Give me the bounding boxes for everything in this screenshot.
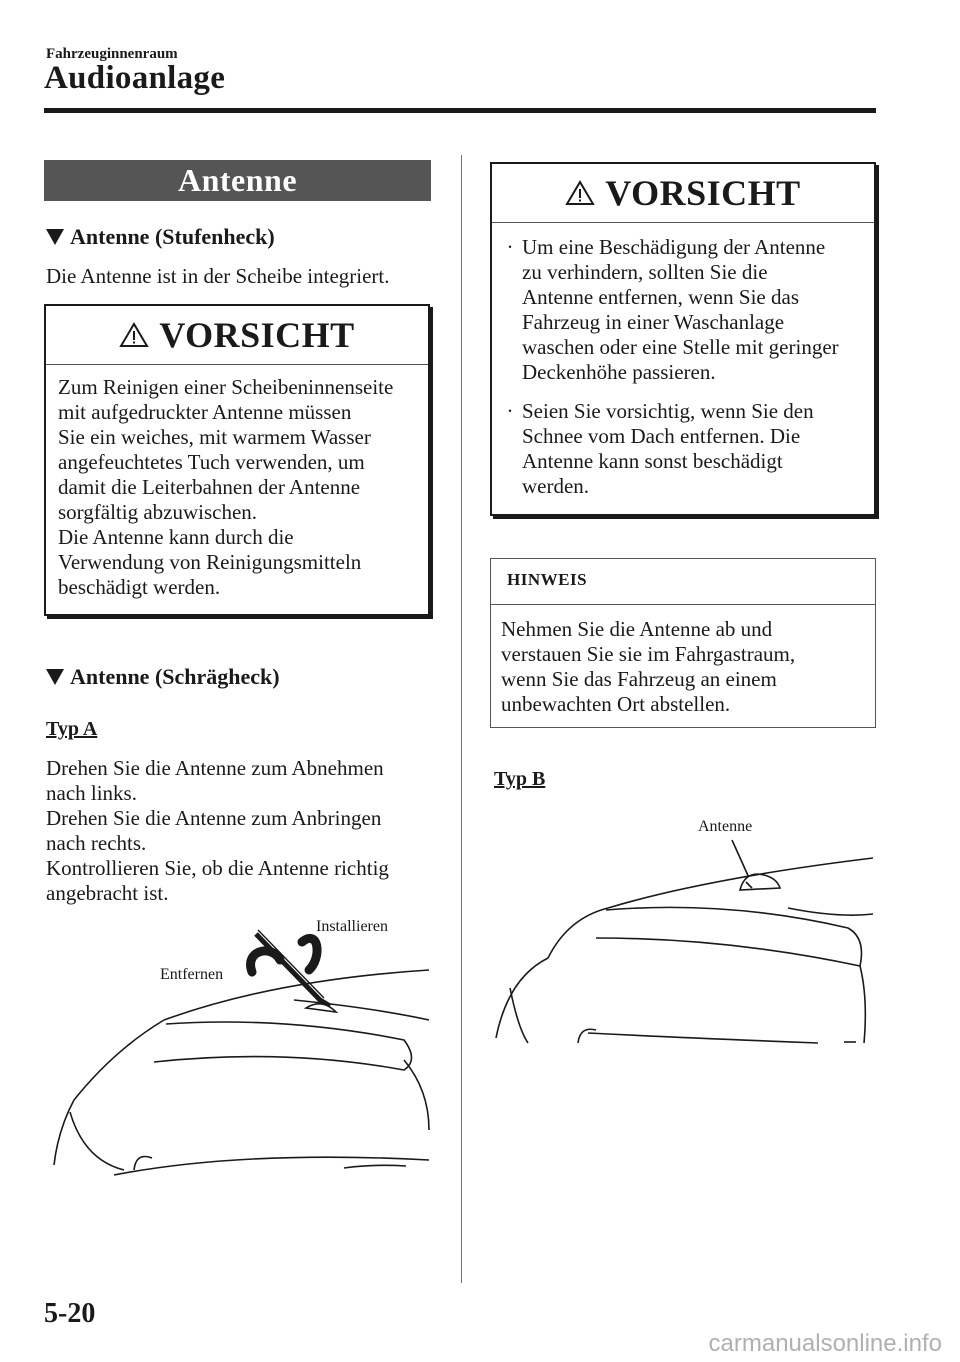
caution-box-right [490,162,876,516]
caution-line: sorgfältig abzuwischen. [58,500,258,524]
text-line: Schnee vom Dach entfernen. Die [522,424,801,448]
caution-line: Verwendung von Reinigungsmitteln [58,550,362,574]
section-title: Audioanlage [44,60,226,96]
text-line: nach links. [46,781,137,805]
caution-body [492,223,874,521]
triangle-marker-icon [46,229,64,245]
stufenheck-text: Die Antenne ist in der Scheibe integriert. [46,264,390,288]
heading-schraegheck-text: Antenne (Schrägheck) [70,664,280,689]
figure-b-car-rear [488,838,878,1053]
text-line: Antenne entfernen, wenn Sie das [522,285,799,309]
text-line: unbewachten Ort abstellen. [501,692,731,716]
text-line: Antenne kann sonst beschädigt [522,449,783,473]
caution-line: damit die Leiterbahnen der Antenne [58,475,361,499]
schraegheck-text [46,756,389,906]
list-item [498,399,866,499]
hinweis-body [491,605,875,729]
text-line: verstauen Sie sie im Fahrgastraum, [501,642,796,666]
label-antenne: Antenne [698,818,753,835]
text-line: Um eine Beschädigung der Antenne [522,235,826,259]
caution-header [492,164,874,223]
figure-a-car-rear [44,920,434,1180]
chapter-title: Fahrzeuginnenraum [46,46,178,62]
caution-box-left [44,304,430,616]
bullet-dot: · [506,235,514,259]
caution-body [46,365,428,610]
caution-line: Sie ein weiches, mit warmem Wasser [58,425,371,449]
text-line: angebracht ist. [46,881,169,905]
heading-schraegheck [46,664,280,690]
text-line: Seien Sie vorsichtig, wenn Sie den [522,399,814,423]
warning-icon [119,322,149,348]
text-line: werden. [522,474,590,498]
caution-line: mit aufgedruckter Antenne müssen [58,400,352,424]
heading-stufenheck [46,224,275,250]
text-line: waschen oder eine Stelle mit geringer [522,335,839,359]
text-line: Drehen Sie die Antenne zum Abnehmen [46,756,384,780]
hinweis-box [490,558,876,728]
caution-header [46,306,428,365]
text-line: Drehen Sie die Antenne zum Anbringen [46,806,382,830]
caution-line: Die Antenne kann durch die [58,525,294,549]
page-number: 5-20 [44,1298,96,1329]
text-line: Fahrzeug in einer Waschanlage [522,310,785,334]
heading-stufenheck-text: Antenne (Stufenheck) [70,224,275,249]
caution-title: VORSICHT [159,315,355,355]
typ-a-label: Typ A [46,718,98,740]
topic-banner: Antenne [44,160,431,201]
bullet-dot: · [506,399,514,423]
text-line: wenn Sie das Fahrzeug an einem [501,667,777,691]
caution-line: angefeuchtetes Tuch verwenden, um [58,450,365,474]
text-line: nach rechts. [46,831,147,855]
column-divider [461,155,462,1283]
caution-title: VORSICHT [605,173,801,213]
watermark: carmanualsonline.info [708,1330,942,1357]
header-rule [44,108,876,113]
caution-line: Zum Reinigen einer Scheibeninnenseite [58,375,394,399]
label-install: Installieren [316,918,388,935]
hinweis-title: HINWEIS [491,559,875,605]
label-remove: Entfernen [160,966,224,983]
caution-line: beschädigt werden. [58,575,221,599]
text-line: zu verhindern, sollten Sie die [522,260,768,284]
text-line: Nehmen Sie die Antenne ab und [501,617,773,641]
list-item [498,235,866,385]
warning-icon [565,180,595,206]
triangle-marker-icon [46,669,64,685]
text-line: Kontrollieren Sie, ob die Antenne richtig [46,856,389,880]
text-line: Deckenhöhe passieren. [522,360,716,384]
typ-b-label: Typ B [494,768,546,790]
